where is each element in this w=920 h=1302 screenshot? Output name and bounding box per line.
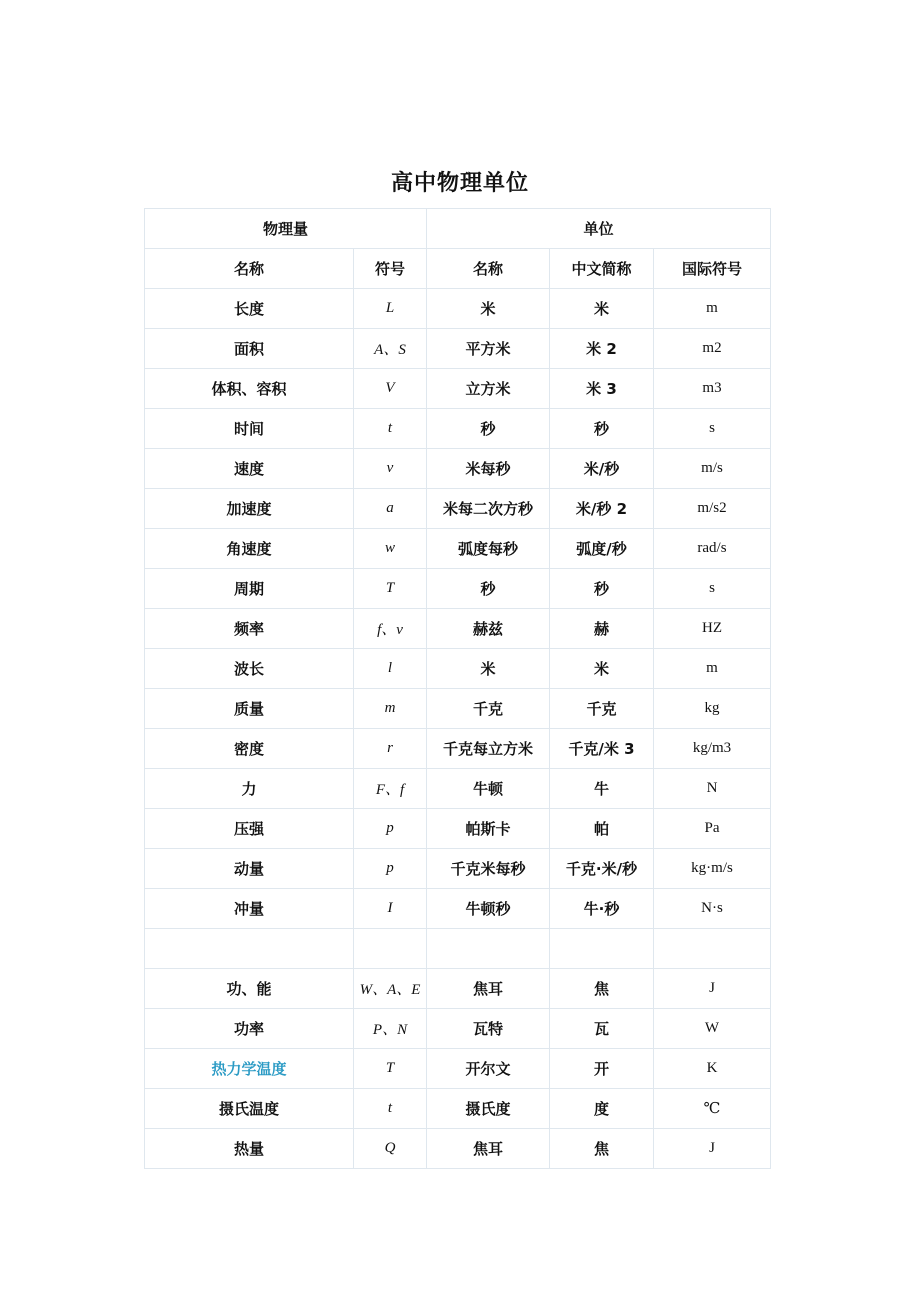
- quantity-name: 长度: [145, 289, 354, 329]
- quantity-symbol: p: [354, 849, 427, 889]
- quantity-name: [145, 929, 354, 969]
- table-row: [145, 369, 771, 409]
- unit-cn: 米 3: [550, 369, 654, 409]
- header-symbol: 符号: [354, 249, 427, 289]
- unit-cn: 度: [550, 1089, 654, 1129]
- quantity-symbol: v: [354, 449, 427, 489]
- unit-cn: 千克: [550, 689, 654, 729]
- table-row: [145, 529, 771, 569]
- quantity-name: 动量: [145, 849, 354, 889]
- quantity-symbol: L: [354, 289, 427, 329]
- unit-name: 米: [427, 289, 550, 329]
- table-row: [145, 729, 771, 769]
- table-row: [145, 689, 771, 729]
- unit-intl: Pa: [654, 809, 771, 849]
- quantity-name: 频率: [145, 609, 354, 649]
- unit-name: 千克米每秒: [427, 849, 550, 889]
- quantity-name: 功率: [145, 1009, 354, 1049]
- unit-intl: J: [654, 969, 771, 1009]
- unit-name: 秒: [427, 569, 550, 609]
- unit-cn: 牛·秒: [550, 889, 654, 929]
- header-quantity-group: 物理量: [145, 209, 427, 249]
- unit-cn: 秒: [550, 409, 654, 449]
- unit-intl: kg: [654, 689, 771, 729]
- quantity-name: 密度: [145, 729, 354, 769]
- quantity-symbol: l: [354, 649, 427, 689]
- unit-name: 焦耳: [427, 1129, 550, 1169]
- unit-cn: 米: [550, 289, 654, 329]
- unit-intl: [654, 929, 771, 969]
- unit-intl: J: [654, 1129, 771, 1169]
- unit-intl: kg·m/s: [654, 849, 771, 889]
- unit-cn: 米 2: [550, 329, 654, 369]
- quantity-symbol: t: [354, 1089, 427, 1129]
- unit-cn: 千克/米 3: [550, 729, 654, 769]
- unit-name: 弧度每秒: [427, 529, 550, 569]
- quantity-symbol: f、v: [354, 609, 427, 649]
- unit-name: 瓦特: [427, 1009, 550, 1049]
- page-title: 高中物理单位: [390, 171, 529, 196]
- unit-cn: 焦: [550, 969, 654, 1009]
- unit-intl: s: [654, 569, 771, 609]
- quantity-symbol: w: [354, 529, 427, 569]
- quantity-name: 角速度: [145, 529, 354, 569]
- quantity-symbol: I: [354, 889, 427, 929]
- table-row: [145, 849, 771, 889]
- unit-name: 开尔文: [427, 1049, 550, 1089]
- unit-name: 米: [427, 649, 550, 689]
- unit-intl: rad/s: [654, 529, 771, 569]
- quantity-name: 力: [145, 769, 354, 809]
- unit-intl: N: [654, 769, 771, 809]
- header-column-row: [145, 249, 771, 289]
- unit-cn: 牛: [550, 769, 654, 809]
- unit-name: 米每秒: [427, 449, 550, 489]
- quantity-name: 功、能: [145, 969, 354, 1009]
- header-group-row: [145, 209, 771, 249]
- unit-name: 焦耳: [427, 969, 550, 1009]
- unit-name: 牛顿: [427, 769, 550, 809]
- table-row: [145, 1089, 771, 1129]
- table-row: [145, 1009, 771, 1049]
- quantity-symbol: V: [354, 369, 427, 409]
- units-table-body: [145, 209, 771, 1169]
- quantity-symbol: A、S: [354, 329, 427, 369]
- unit-cn: 千克·米/秒: [550, 849, 654, 889]
- quantity-name: 周期: [145, 569, 354, 609]
- table-row: [145, 609, 771, 649]
- header-name: 名称: [145, 249, 354, 289]
- quantity-name: 时间: [145, 409, 354, 449]
- unit-intl: kg/m3: [654, 729, 771, 769]
- table-row: [145, 1049, 771, 1089]
- quantity-name: 加速度: [145, 489, 354, 529]
- unit-name: 千克每立方米: [427, 729, 550, 769]
- quantity-symbol: r: [354, 729, 427, 769]
- quantity-symbol: P、N: [354, 1009, 427, 1049]
- quantity-name: 波长: [145, 649, 354, 689]
- table-row: [145, 329, 771, 369]
- header-unit-name: 名称: [427, 249, 550, 289]
- unit-intl: K: [654, 1049, 771, 1089]
- quantity-symbol: [354, 929, 427, 969]
- quantity-symbol: Q: [354, 1129, 427, 1169]
- quantity-name: 冲量: [145, 889, 354, 929]
- quantity-symbol: W、A、E: [354, 969, 427, 1009]
- unit-cn: [550, 929, 654, 969]
- quantity-symbol: T: [354, 569, 427, 609]
- unit-name: 米每二次方秒: [427, 489, 550, 529]
- unit-name: 牛顿秒: [427, 889, 550, 929]
- unit-cn: 赫: [550, 609, 654, 649]
- unit-cn: 开: [550, 1049, 654, 1089]
- unit-name: 秒: [427, 409, 550, 449]
- table-row: [145, 569, 771, 609]
- unit-intl: s: [654, 409, 771, 449]
- unit-cn: 秒: [550, 569, 654, 609]
- quantity-symbol: p: [354, 809, 427, 849]
- quantity-symbol: F、f: [354, 769, 427, 809]
- quantity-name: 速度: [145, 449, 354, 489]
- unit-name: 帕斯卡: [427, 809, 550, 849]
- table-row: [145, 289, 771, 329]
- unit-cn: 米: [550, 649, 654, 689]
- quantity-name: 摄氏温度: [145, 1089, 354, 1129]
- quantity-symbol: T: [354, 1049, 427, 1089]
- table-row: [145, 649, 771, 689]
- unit-intl: m3: [654, 369, 771, 409]
- header-unit-group: 单位: [427, 209, 771, 249]
- unit-intl: m2: [654, 329, 771, 369]
- table-row: [145, 889, 771, 929]
- unit-intl: m/s: [654, 449, 771, 489]
- header-unit-intl: 国际符号: [654, 249, 771, 289]
- units-table: [144, 208, 771, 1169]
- unit-name: 平方米: [427, 329, 550, 369]
- unit-cn: 帕: [550, 809, 654, 849]
- table-row: [145, 1129, 771, 1169]
- table-row: [145, 409, 771, 449]
- table-row: [145, 449, 771, 489]
- unit-cn: 米/秒 2: [550, 489, 654, 529]
- unit-intl: HZ: [654, 609, 771, 649]
- quantity-name: 热量: [145, 1129, 354, 1169]
- unit-intl: m: [654, 649, 771, 689]
- table-row: [145, 489, 771, 529]
- unit-intl: m/s2: [654, 489, 771, 529]
- quantity-name: 体积、容积: [145, 369, 354, 409]
- unit-cn: 瓦: [550, 1009, 654, 1049]
- unit-intl: W: [654, 1009, 771, 1049]
- table-row: [145, 769, 771, 809]
- unit-name: 千克: [427, 689, 550, 729]
- unit-name: 赫兹: [427, 609, 550, 649]
- unit-cn: 米/秒: [550, 449, 654, 489]
- unit-cn: 焦: [550, 1129, 654, 1169]
- table-row: [145, 969, 771, 1009]
- quantity-name: 质量: [145, 689, 354, 729]
- unit-name: 摄氏度: [427, 1089, 550, 1129]
- table-row: [145, 929, 771, 969]
- unit-intl: N·s: [654, 889, 771, 929]
- quantity-name: 热力学温度: [145, 1049, 354, 1089]
- quantity-symbol: a: [354, 489, 427, 529]
- table-row: [145, 809, 771, 849]
- unit-intl: m: [654, 289, 771, 329]
- quantity-name: 压强: [145, 809, 354, 849]
- quantity-symbol: m: [354, 689, 427, 729]
- header-unit-cn: 中文简称: [550, 249, 654, 289]
- unit-cn: 弧度/秒: [550, 529, 654, 569]
- unit-name: [427, 929, 550, 969]
- unit-name: 立方米: [427, 369, 550, 409]
- unit-intl: ℃: [654, 1089, 771, 1129]
- quantity-symbol: t: [354, 409, 427, 449]
- quantity-name: 面积: [145, 329, 354, 369]
